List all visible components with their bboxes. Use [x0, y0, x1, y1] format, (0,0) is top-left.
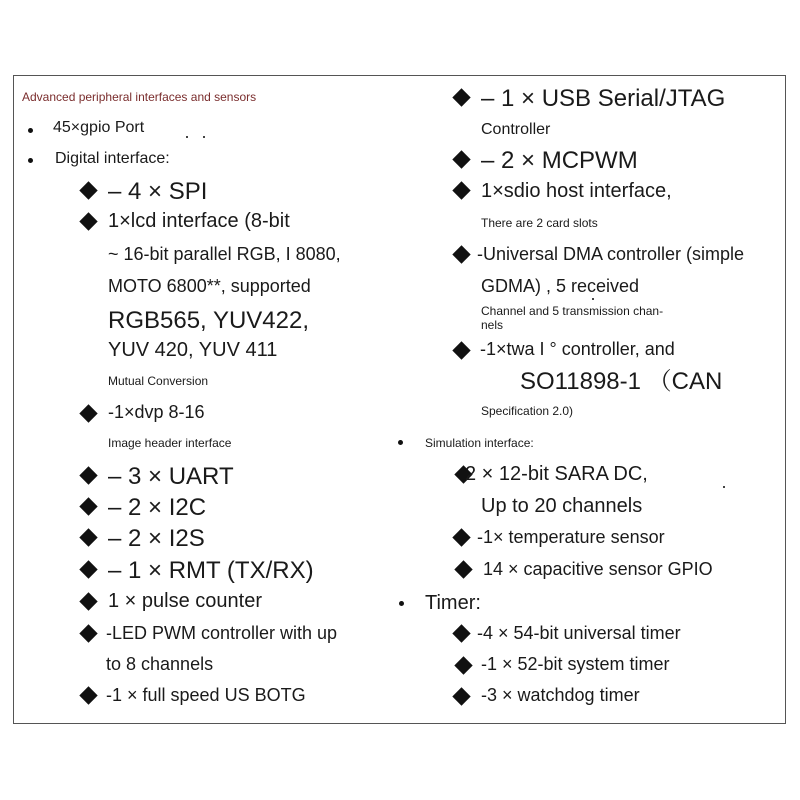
spi-item: – 4 × SPI	[108, 178, 208, 205]
system-timer-item: -1 × 52-bit system timer	[481, 654, 670, 674]
adc-item-line2: Up to 20 channels	[481, 495, 643, 517]
mcpwm-item: – 2 × MCPWM	[481, 147, 638, 174]
adc-item-line1: 2 × 12-bit SARA DC,	[465, 463, 648, 485]
dma-item-line2: GDMA) , 5 received	[481, 276, 640, 296]
led-pwm-item-line2: to 8 channels	[106, 654, 214, 674]
bullet-icon	[398, 440, 403, 445]
dma-item-line3: Channel and 5 transmission chan-	[481, 304, 664, 318]
lcd-item-line6: Mutual Conversion	[108, 374, 209, 388]
pulse-counter-item: 1 × pulse counter	[108, 590, 262, 612]
dma-item-line4: nels	[481, 318, 504, 332]
lcd-item-line1: 1×lcd interface (8-bit	[108, 210, 290, 232]
lcd-item-line5: YUV 420, YUV 411	[108, 339, 278, 361]
bullet-icon	[399, 601, 404, 606]
section-title: Advanced peripheral interfaces and sensors	[22, 90, 257, 104]
led-pwm-item-line1: -LED PWM controller with up	[106, 623, 338, 643]
universal-timer-item: -4 × 54-bit universal timer	[477, 623, 681, 643]
digital-interface-header: Digital interface:	[55, 150, 170, 167]
twai-item-line3: Specification 2.0)	[481, 404, 574, 418]
sdio-item-line2: There are 2 card slots	[481, 216, 598, 230]
lcd-item-line2: ~ 16-bit parallel RGB, I 8080,	[108, 244, 341, 264]
watchdog-timer-item: -3 × watchdog timer	[481, 685, 640, 705]
usb-otg-item: -1 × full speed US BOTG	[106, 685, 306, 705]
dvp-item-line1: -1×dvp 8-16	[108, 402, 205, 422]
twai-item-line2: SO11898-1 （CAN	[520, 368, 723, 395]
sdio-item-line1: 1×sdio host interface,	[481, 180, 672, 202]
dma-item-line1: -Universal DMA controller (simple	[477, 244, 745, 264]
gpio-item: 45×gpio Port	[53, 119, 145, 136]
lcd-item-line3: MOTO 6800**, supported	[108, 276, 311, 296]
bullet-icon	[28, 128, 33, 133]
timer-header: Timer:	[425, 592, 481, 614]
scan-speck	[203, 136, 205, 138]
usb-jtag-item-line2: Controller	[481, 121, 551, 138]
usb-jtag-item-line1: – 1 × USB Serial/JTAG	[481, 85, 726, 112]
scan-speck	[723, 486, 725, 488]
lcd-item-line4: RGB565, YUV422,	[108, 307, 310, 334]
rmt-item: – 1 × RMT (TX/RX)	[108, 557, 314, 584]
scan-speck	[592, 298, 594, 300]
uart-item: – 3 × UART	[108, 463, 234, 490]
i2c-item: – 2 × I2C	[108, 494, 207, 521]
scan-speck	[186, 136, 188, 138]
bullet-icon	[28, 158, 33, 163]
simulation-interface-header: Simulation interface:	[425, 436, 534, 450]
twai-item-line1: -1×twa I ° controller, and	[480, 339, 675, 359]
capacitive-sensor-item: 14 × capacitive sensor GPIO	[483, 559, 713, 579]
dvp-item-line2: Image header interface	[108, 436, 232, 450]
i2s-item: – 2 × I2S	[108, 525, 205, 552]
temperature-sensor-item: -1× temperature sensor	[477, 527, 665, 547]
